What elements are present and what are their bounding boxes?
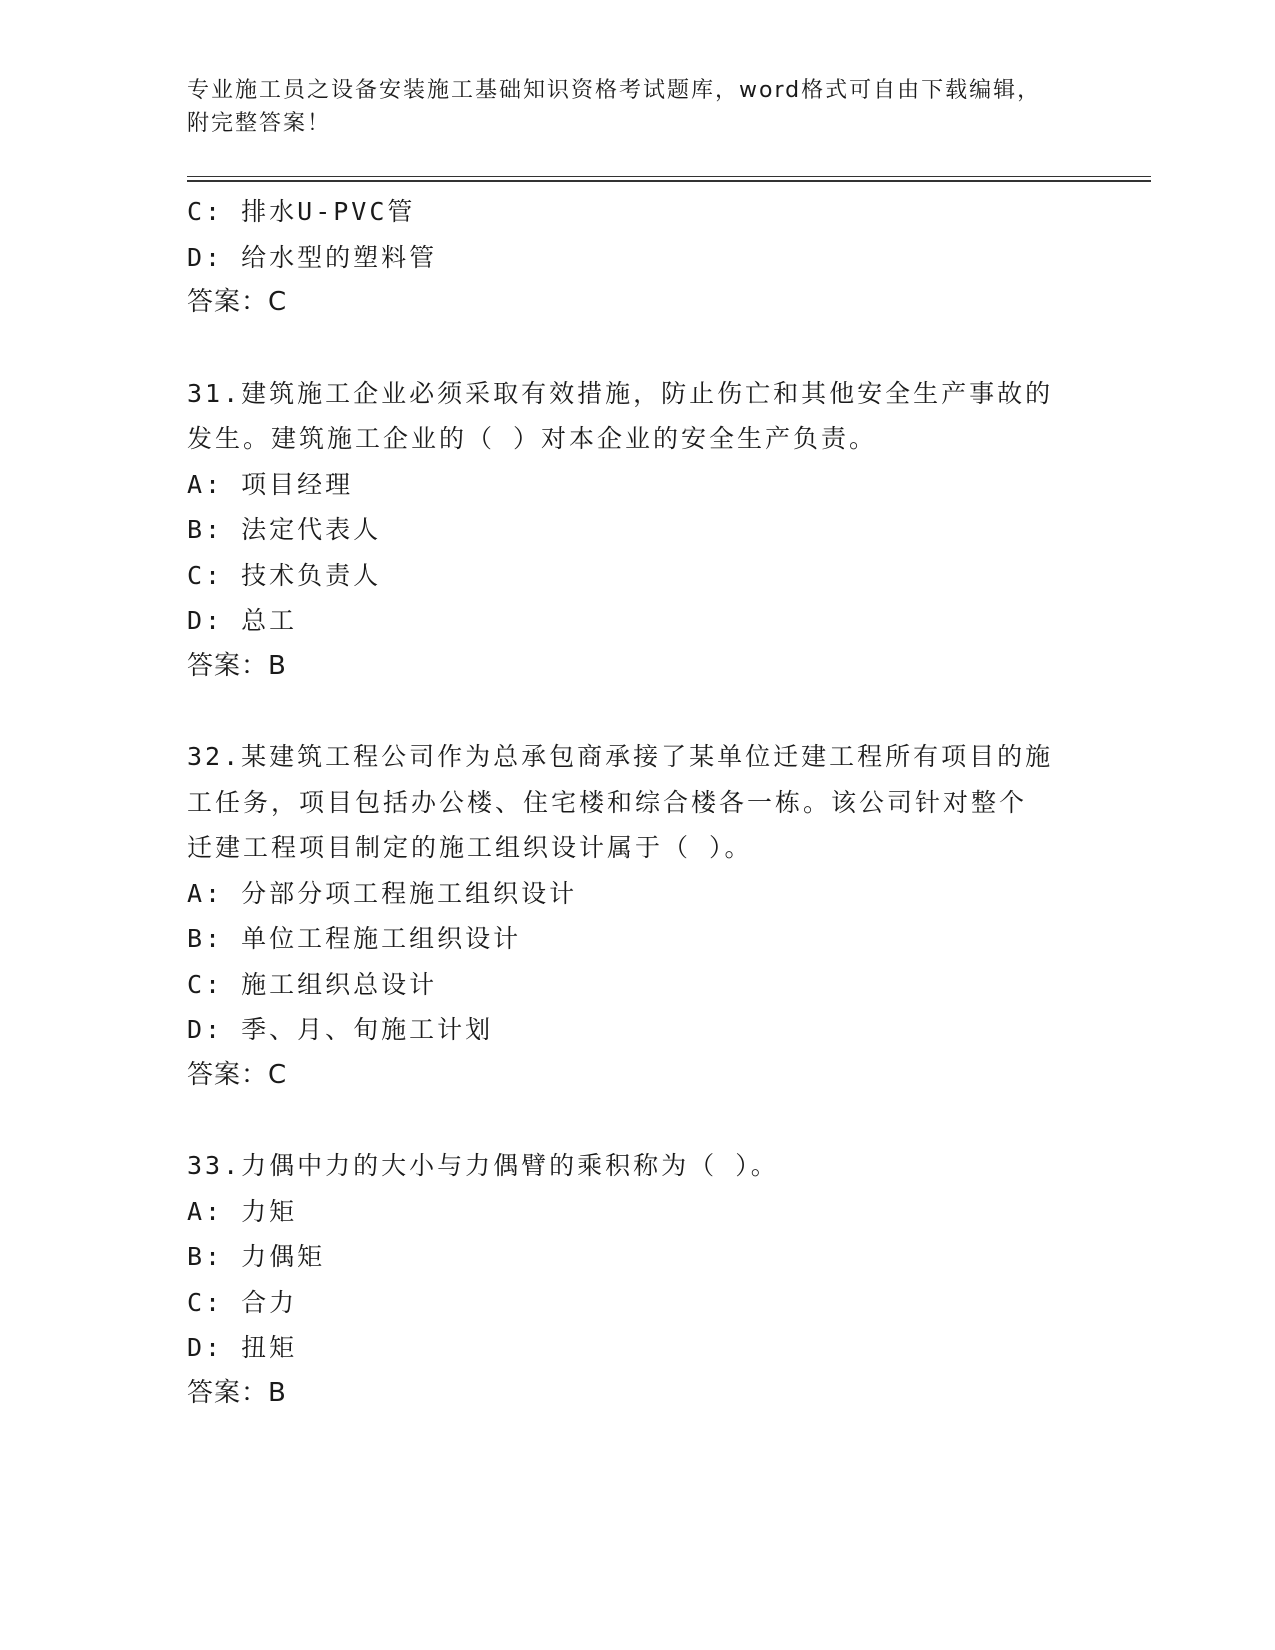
option-a: A: 分部分项工程施工组织设计 [187,878,578,908]
question-stem: 发生。建筑施工企业的（ ）对本企业的安全生产负责。 [187,424,878,453]
question-30-continued [187,189,1087,326]
spacer [187,326,1087,371]
option-d: D: 季、月、旬施工计划 [187,1015,494,1044]
answer-line: 答案：C [187,287,288,317]
question-stem: 工任务，项目包括办公楼、住宅楼和综合楼各一栋。该公司针对整个 [187,787,1028,817]
answer-line: 答案：C [187,1059,288,1090]
question-33 [187,1143,1087,1416]
header-divider-thin [187,176,1151,177]
header-divider-thick [187,180,1151,182]
question-list [187,189,1087,1416]
question-stem: 31.建筑施工企业必须采取有效措施，防止伤亡和其他安全生产事故的 [187,378,1054,408]
question-32 [187,734,1087,1098]
option-c: C: 技术负责人 [187,560,382,590]
document-header [187,74,1087,140]
option-c: C: 合力 [187,1287,298,1317]
spacer [187,1098,1087,1143]
option-d: D: 扭矩 [187,1333,298,1362]
option-b: B: 力偶矩 [187,1242,326,1271]
option-b: B: 单位工程施工组织设计 [187,924,522,953]
option-c: C: 施工组织总设计 [187,969,438,999]
option-b: B: 法定代表人 [187,515,382,544]
answer-line: 答案：B [187,650,287,681]
question-stem: 33.力偶中力的大小与力偶臂的乘积称为（ ）。 [187,1151,779,1180]
question-31 [187,371,1087,690]
spacer [187,689,1087,734]
option-c: C: 排水U-PVC管 [187,197,416,226]
option-d: D: 给水型的塑料管 [187,242,438,272]
option-a: A: 项目经理 [187,469,354,499]
option-a: A: 力矩 [187,1196,298,1226]
header-title-line-2: 附完整答案！ [187,111,332,136]
question-stem: 32.某建筑工程公司作为总承包商承接了某单位迁建工程所有项目的施 [187,742,1054,771]
question-stem: 迁建工程项目制定的施工组织设计属于（ ）。 [187,833,753,862]
option-d: D: 总工 [187,606,298,635]
answer-line: 答案：B [187,1377,287,1408]
header-title-line-1: 专业施工员之设备安装施工基础知识资格考试题库，word格式可自由下载编辑， [187,78,1042,103]
